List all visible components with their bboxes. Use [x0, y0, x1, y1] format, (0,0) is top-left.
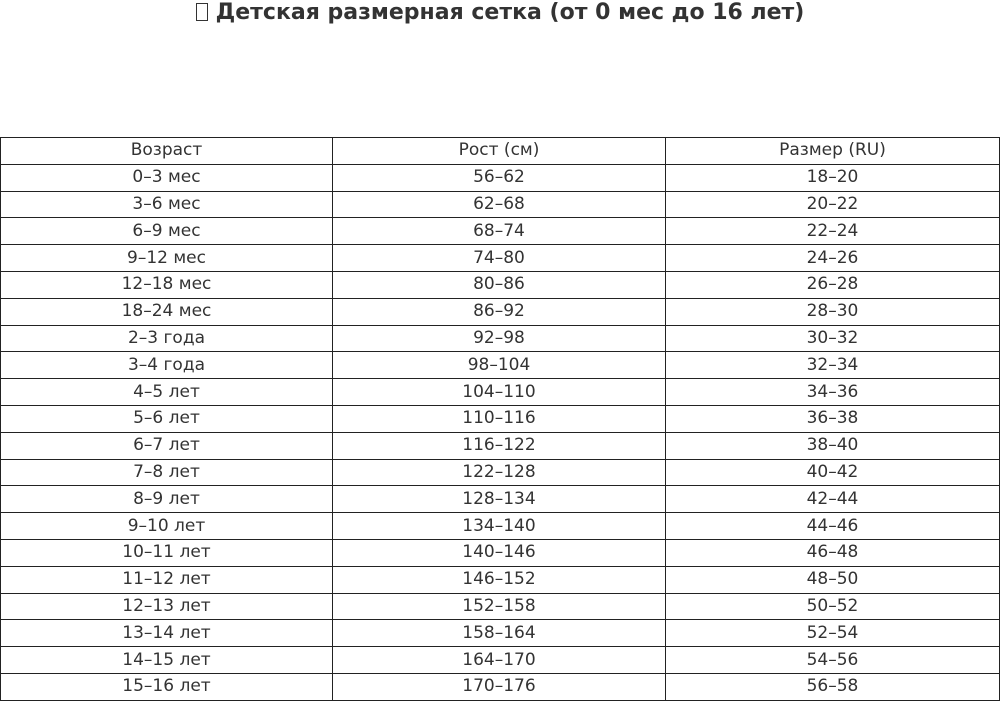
cell-size: 24–26	[666, 245, 1000, 272]
table-row	[1, 298, 1000, 325]
cell-age: 11–12 лет	[1, 566, 333, 593]
cell-age: 9–10 лет	[1, 513, 333, 540]
page-title	[0, 0, 1000, 28]
cell-height: 128–134	[333, 486, 666, 513]
cell-height: 98–104	[333, 352, 666, 379]
cell-height: 74–80	[333, 245, 666, 272]
cell-size: 26–28	[666, 271, 1000, 298]
cell-height: 158–164	[333, 620, 666, 647]
cell-size: 44–46	[666, 513, 1000, 540]
table-row	[1, 245, 1000, 272]
cell-age: 0–3 мес	[1, 164, 333, 191]
table-row	[1, 432, 1000, 459]
cell-age: 3–4 года	[1, 352, 333, 379]
table-header-row	[1, 138, 1000, 165]
table-row	[1, 405, 1000, 432]
cell-height: 146–152	[333, 566, 666, 593]
table-row	[1, 673, 1000, 700]
cell-age: 12–13 лет	[1, 593, 333, 620]
table-row	[1, 593, 1000, 620]
table-row	[1, 218, 1000, 245]
cell-size: 46–48	[666, 539, 1000, 566]
table-row	[1, 164, 1000, 191]
cell-age: 13–14 лет	[1, 620, 333, 647]
table-row	[1, 647, 1000, 674]
cell-age: 14–15 лет	[1, 647, 333, 674]
table-row	[1, 352, 1000, 379]
cell-height: 116–122	[333, 432, 666, 459]
cell-age: 6–9 мес	[1, 218, 333, 245]
column-header-age: Возраст	[1, 138, 333, 165]
cell-height: 86–92	[333, 298, 666, 325]
size-chart-table	[0, 137, 1000, 701]
table-row	[1, 513, 1000, 540]
table-row	[1, 566, 1000, 593]
table-row	[1, 539, 1000, 566]
cell-height: 122–128	[333, 459, 666, 486]
cell-size: 20–22	[666, 191, 1000, 218]
cell-height: 152–158	[333, 593, 666, 620]
table-row	[1, 379, 1000, 406]
cell-age: 15–16 лет	[1, 673, 333, 700]
cell-size: 42–44	[666, 486, 1000, 513]
cell-age: 8–9 лет	[1, 486, 333, 513]
cell-height: 170–176	[333, 673, 666, 700]
missing-glyph-icon	[196, 3, 208, 21]
cell-size: 18–20	[666, 164, 1000, 191]
cell-height: 80–86	[333, 271, 666, 298]
cell-size: 30–32	[666, 325, 1000, 352]
table-row	[1, 620, 1000, 647]
cell-height: 164–170	[333, 647, 666, 674]
cell-size: 36–38	[666, 405, 1000, 432]
cell-age: 12–18 мес	[1, 271, 333, 298]
cell-size: 40–42	[666, 459, 1000, 486]
cell-height: 104–110	[333, 379, 666, 406]
cell-height: 140–146	[333, 539, 666, 566]
table-body	[1, 164, 1000, 700]
table-row	[1, 486, 1000, 513]
cell-size: 50–52	[666, 593, 1000, 620]
cell-size: 48–50	[666, 566, 1000, 593]
cell-height: 110–116	[333, 405, 666, 432]
cell-age: 6–7 лет	[1, 432, 333, 459]
cell-size: 38–40	[666, 432, 1000, 459]
cell-size: 34–36	[666, 379, 1000, 406]
cell-age: 18–24 мес	[1, 298, 333, 325]
cell-height: 62–68	[333, 191, 666, 218]
cell-size: 28–30	[666, 298, 1000, 325]
cell-height: 68–74	[333, 218, 666, 245]
cell-size: 32–34	[666, 352, 1000, 379]
cell-size: 54–56	[666, 647, 1000, 674]
cell-age: 9–12 мес	[1, 245, 333, 272]
cell-age: 4–5 лет	[1, 379, 333, 406]
cell-age: 10–11 лет	[1, 539, 333, 566]
cell-size: 56–58	[666, 673, 1000, 700]
table-row	[1, 191, 1000, 218]
table-row	[1, 325, 1000, 352]
table-row	[1, 271, 1000, 298]
cell-age: 3–6 мес	[1, 191, 333, 218]
cell-age: 5–6 лет	[1, 405, 333, 432]
cell-size: 52–54	[666, 620, 1000, 647]
page-title-text: Детская размерная сетка (от 0 мес до 16 лет)	[215, 0, 805, 25]
column-header-size: Размер (RU)	[666, 138, 1000, 165]
cell-age: 2–3 года	[1, 325, 333, 352]
cell-size: 22–24	[666, 218, 1000, 245]
cell-age: 7–8 лет	[1, 459, 333, 486]
table-row	[1, 459, 1000, 486]
cell-height: 56–62	[333, 164, 666, 191]
cell-height: 92–98	[333, 325, 666, 352]
cell-height: 134–140	[333, 513, 666, 540]
column-header-height: Рост (см)	[333, 138, 666, 165]
